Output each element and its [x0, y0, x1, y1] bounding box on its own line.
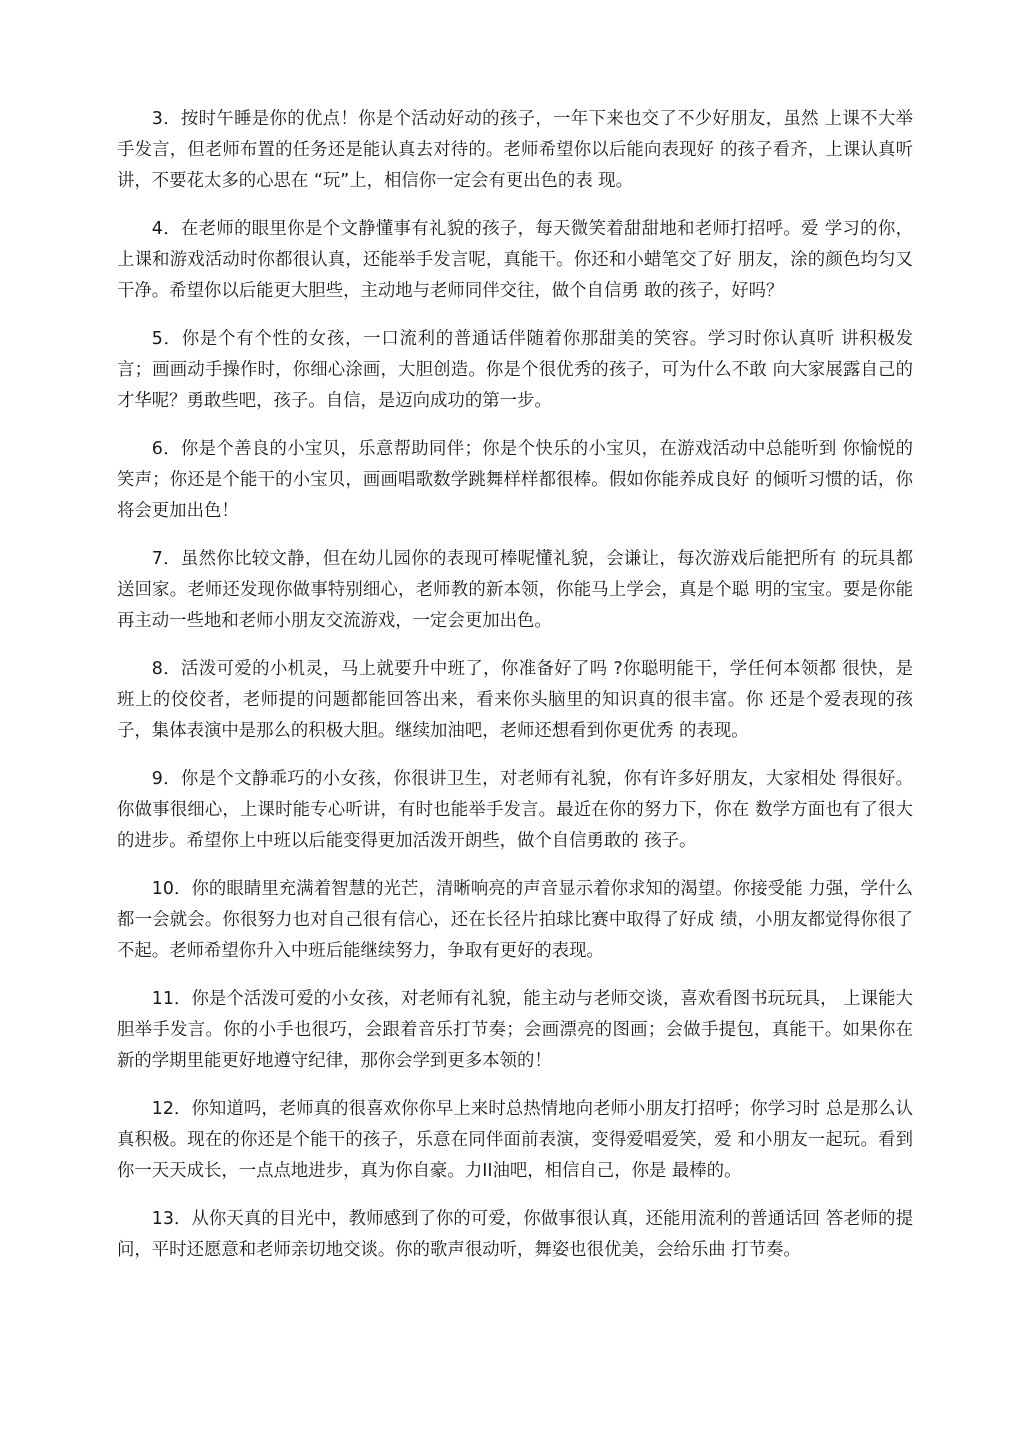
paragraph-8: 8．活泼可爱的小机灵，马上就要升中班了，你准备好了吗 ?你聪明能干，学任何本领都 很快，是班上的佼佼者，老师提的问题都能回答出来，看来你头脑里的知识真的很丰富。你 还是个爱表现的孩子，集体表演中是那么的积极大胆。继续加油吧，老师还想看到你更优秀 的表现。 — [117, 659, 913, 741]
paragraph-13: 13．从你天真的目光中，教师感到了你的可爱，你做事很认真，还能用流利的普通话回 答老师的提问，平时还愿意和老师亲切地交谈。你的歌声很动听，舞姿也很优美，会给乐曲 打节奏。 — [117, 1209, 913, 1260]
paragraph-9: 9．你是个文静乖巧的小女孩，你很讲卫生，对老师有礼貌，你有许多好朋友，大家相处 得很好。你做事很细心，上课时能专心听讲，有时也能举手发言。最近在你的努力下，你在 数学方面也有了很大的进步。希望你上中班以后能变得更加活泼开朗些，做个自信勇敢的 孩子。 — [117, 769, 913, 851]
paragraph-4: 4．在老师的眼里你是个文静懂事有礼貌的孩子，每天微笑着甜甜地和老师打招呼。爱 学习的你，上课和游戏活动时你都很认真，还能举手发言呢，真能干。你还和小蜡笔交了好 朋友，涂的颜色均匀又干净。希望你以后能更大胆些，主动地与老师同伴交往，做个自信勇 敢的孩子，好吗？ — [117, 219, 913, 301]
document-body — [117, 104, 913, 1283]
paragraph-11: 11．你是个活泼可爱的小女孩，对老师有礼貌，能主动与老师交谈，喜欢看图书玩玩具， 上课能大胆举手发言。你的小手也很巧，会跟着音乐打节奏；会画漂亮的图画；会做手提包，真能干。如果你在新的学期里能更好地遵守纪律，那你会学到更多本领的！ — [117, 989, 913, 1071]
paragraph-10: 10．你的眼睛里充满着智慧的光芒，清晰响亮的声音显示着你求知的渴望。你接受能 力强，学什么都一会就会。你很努力也对自己很有信心，还在长径片拍球比赛中取得了好成 绩，小朋友都觉得你很了不起。老师希望你升入中班后能继续努力，争取有更好的表现。 — [117, 879, 913, 961]
paragraph-3: 3．按时午睡是你的优点！你是个活动好动的孩子，一年下来也交了不少好朋友，虽然 上课不大举手发言，但老师布置的任务还是能认真去对待的。老师希望你以后能向表现好 的孩子看齐，上课认真听讲，不要花太多的心思在 “玩”上，相信你一定会有更出色的表 现。 — [117, 109, 913, 191]
paragraph-7: 7．虽然你比较文静，但在幼儿园你的表现可棒呢懂礼貌，会谦让，每次游戏后能把所有 的玩具都送回家。老师还发现你做事特别细心，老师教的新本领，你能马上学会，真是个聪 明的宝宝。要是你能再主动一些地和老师小朋友交流游戏，一定会更加出色。 — [117, 549, 913, 631]
paragraph-6: 6．你是个善良的小宝贝，乐意帮助同伴；你是个快乐的小宝贝，在游戏活动中总能听到 你愉悦的笑声；你还是个能干的小宝贝，画画唱歌数学跳舞样样都很棒。假如你能养成良好 的倾听习惯的话，你将会更加出色！ — [117, 439, 913, 521]
paragraph-12: 12．你知道吗，老师真的很喜欢你你早上来时总热情地向老师小朋友打招呼；你学习时 总是那么认真积极。现在的你还是个能干的孩子，乐意在同伴面前表演，变得爱唱爱笑，爱 和小朋友一起玩。看到你一天天成长，一点点地进步，真为你自豪。力II油吧，相信自己，你是 最棒的。 — [117, 1099, 913, 1181]
paragraph-5: 5．你是个有个性的女孩，一口流利的普通话伴随着你那甜美的笑容。学习时你认真听 讲积极发言；画画动手操作时，你细心涂画，大胆创造。你是个很优秀的孩子，可为什么不敢 向大家展露自己的才华呢？勇敢些吧，孩子。自信，是迈向成功的第一步。 — [117, 329, 913, 411]
